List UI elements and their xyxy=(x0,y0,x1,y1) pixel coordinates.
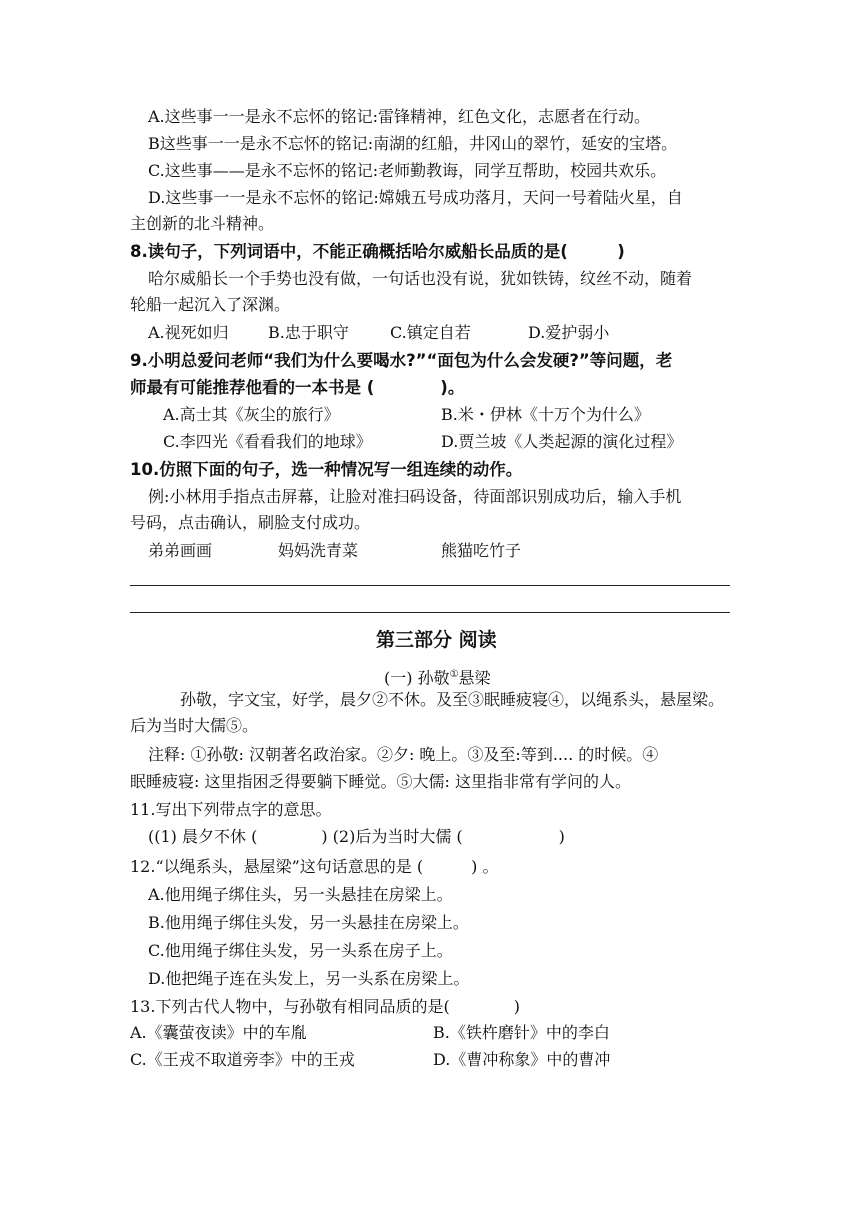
q9-stem-line1: 9.小明总爱问老师“我们为什么要喝水?”“面包为什么会发硬?”等问题，老 xyxy=(130,351,673,370)
q13-option-c: C.《王戎不取道旁李》中的王戎 xyxy=(130,1050,355,1069)
answer-line-1 xyxy=(130,585,730,586)
q10-choice-1: 弟弟画画 xyxy=(148,541,213,560)
answer-line-2 xyxy=(130,612,730,613)
q10-choice-3: 熊猫吃竹子 xyxy=(441,541,522,560)
q11-items: ((1) 晨夕不休 ( ) (2)后为当时大儒 ( ) xyxy=(148,827,565,846)
q9-option-c: C.李四光《看看我们的地球》 xyxy=(163,432,372,451)
q7-option-d-line2: 主创新的北斗精神。 xyxy=(130,214,275,233)
q10-stem: 10.仿照下面的句子，选一种情况写一组连续的动作。 xyxy=(130,460,523,479)
part3-subtitle xyxy=(384,665,491,688)
q9-option-b: B.米・伊林《十万个为什么》 xyxy=(441,405,650,424)
q12-stem: 12.“以绳系头，悬屋梁”这句话意思的是 ( ) 。 xyxy=(130,857,499,876)
q9-stem-line2: 师最有可能推荐他看的一本书是 ( )。 xyxy=(130,378,465,397)
classical-text-line2: 后为当时大儒⑤。 xyxy=(130,716,259,735)
q12-option-c: C.他用绳子绑住头发，另一头系在房子上。 xyxy=(148,941,453,960)
q8-quote-line1: 哈尔威船长一个手势也没有做，一句话也没有说，犹如铁铸，纹丝不动，随着 xyxy=(148,269,693,288)
q9-option-a: A.高士其《灰尘的旅行》 xyxy=(163,405,340,424)
q8-option-c: C.镇定自若 xyxy=(390,323,471,342)
q8-option-a: A.视死如归 xyxy=(148,323,229,342)
q8-option-b: B.忠于职守 xyxy=(268,323,349,342)
q7-option-b: B这些事一一是永不忘怀的铭记:南湖的红船，井冈山的翠竹，延安的宝塔。 xyxy=(148,134,678,153)
q7-option-a: A.这些事一一是永不忘怀的铭记:雷锋精神，红色文化，志愿者在行动。 xyxy=(148,107,651,126)
notes-line2: 眠睡疲寝: 这里指困乏得要躺下睡觉。⑤大儒: 这里指非常有学问的人。 xyxy=(130,772,631,791)
q9-option-d: D.贾兰坡《人类起源的演化过程》 xyxy=(441,432,683,451)
q7-option-d-line1: D.这些事一一是永不忘怀的铭记:嫦娥五号成功落月，天问一号着陆火星，自 xyxy=(148,188,683,207)
q10-example-line1: 例:小林用手指点击屏幕，让脸对准扫码设备，待面部识别成功后，输入手机 xyxy=(148,487,682,506)
q13-option-b: B.《铁杵磨针》中的李白 xyxy=(433,1023,610,1042)
q7-option-c: C.这些事——是永不忘怀的铭记:老师勤教诲，同学互帮助，校园共欢乐。 xyxy=(148,161,667,180)
classical-text-line1: 孙敬，字文宝，好学，晨夕②不休。及至③眠睡疲寝④，以绳系头，悬屋梁。 xyxy=(180,690,725,709)
notes-line1: 注释: ①孙敬: 汉朝著名政治家。②夕: 晚上。③及至:等到.... 的时候。④ xyxy=(148,745,659,764)
q12-option-d: D.他把绳子连在头发上，另一头系在房梁上。 xyxy=(148,969,470,988)
q12-option-b: B.他用绳子绑住头发，另一头悬挂在房梁上。 xyxy=(148,913,469,932)
subtitle-post: 悬梁 xyxy=(458,668,491,688)
subtitle-sup: ① xyxy=(449,669,459,680)
q12-option-a: A.他用绳子绑住头，另一头悬挂在房梁上。 xyxy=(148,885,453,904)
q10-example-line2: 号码，点击确认，刷脸支付成功。 xyxy=(130,513,371,532)
q8-stem: 8.读句子，下列词语中，不能正确概括哈尔威船长品质的是( ) xyxy=(130,242,625,261)
q8-option-d: D.爱护弱小 xyxy=(528,323,610,342)
q10-choice-2: 妈妈洗青菜 xyxy=(278,541,359,560)
q11-stem: 11.写出下列带点字的意思。 xyxy=(130,800,332,819)
subtitle-pre: (一) 孙敬 xyxy=(384,668,450,688)
q13-option-d: D.《曹冲称象》中的曹冲 xyxy=(433,1050,611,1069)
q8-quote-line2: 轮船一起沉入了深渊。 xyxy=(130,295,291,314)
q13-option-a: A.《囊萤夜读》中的车胤 xyxy=(130,1023,307,1042)
part3-title: 第三部分 阅读 xyxy=(376,629,497,651)
q13-stem: 13.下列古代人物中，与孙敬有相同品质的是( ) xyxy=(130,997,520,1016)
